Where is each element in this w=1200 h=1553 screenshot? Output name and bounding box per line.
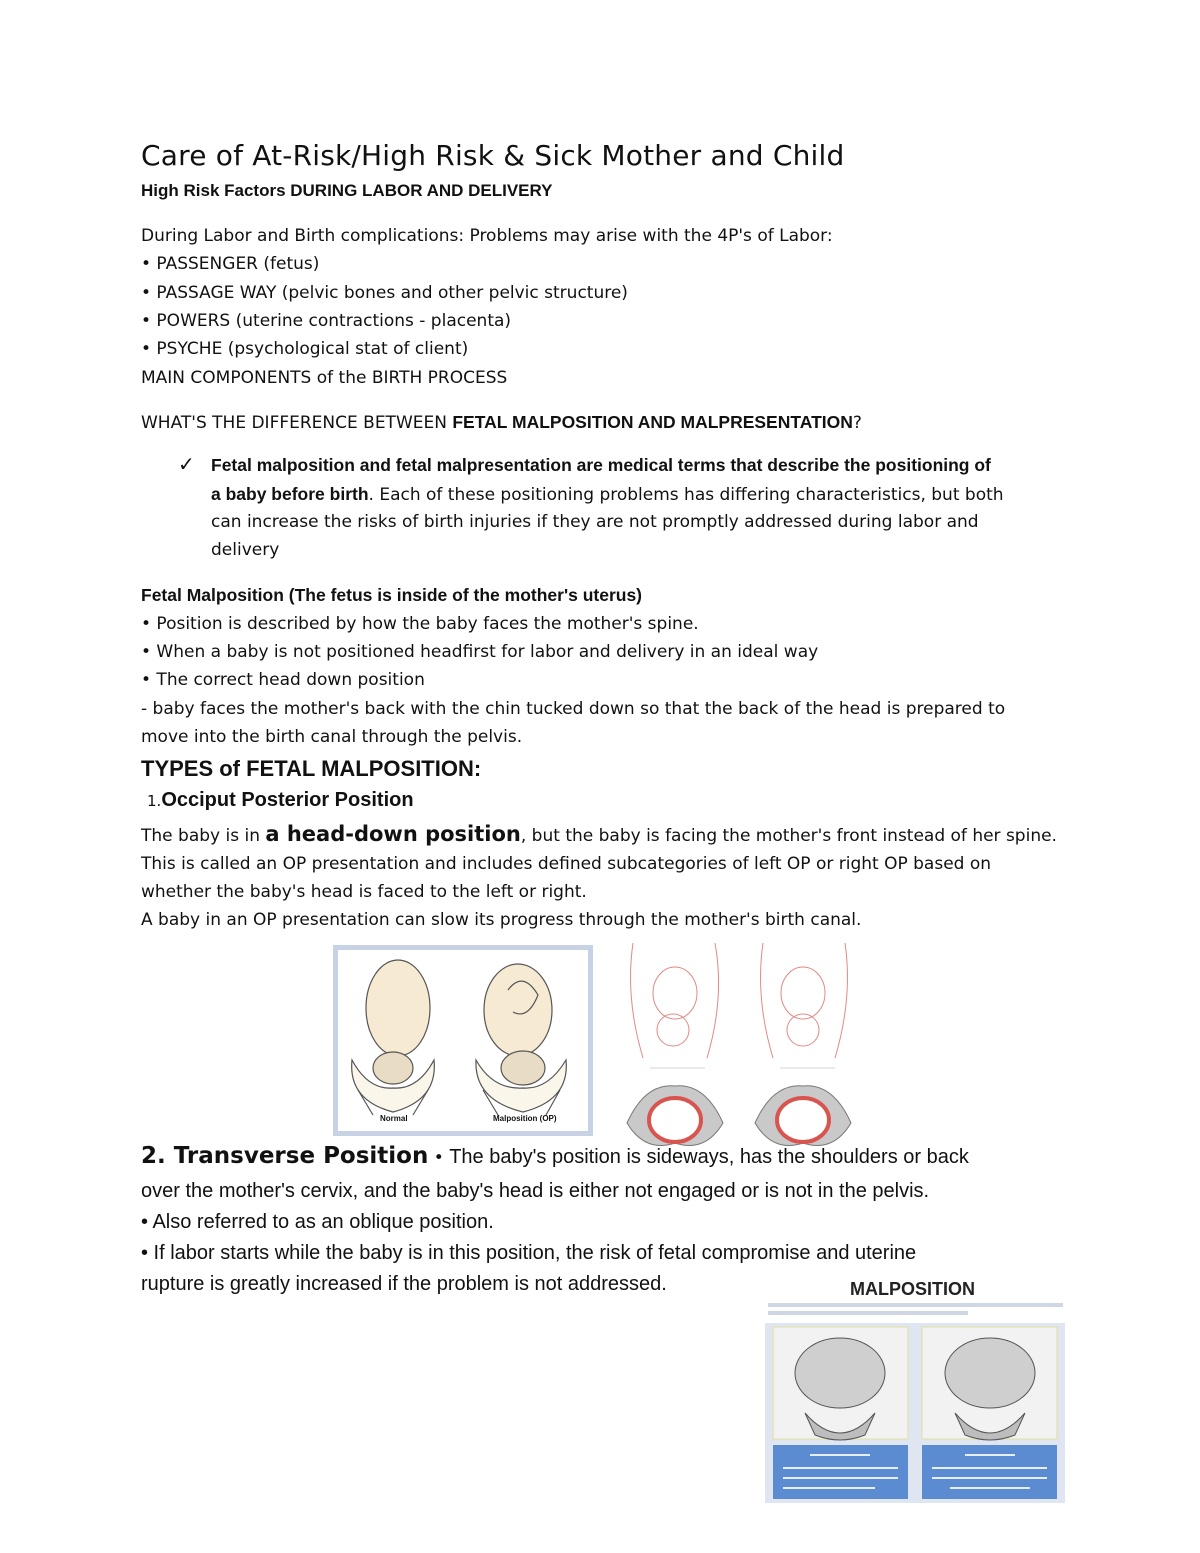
- list-item: • Position is described by how the baby faces the mother's spine.: [141, 614, 699, 634]
- op-line-4: A baby in an OP presentation can slow its progress through the mother's birth canal.: [141, 910, 862, 930]
- op-line-2: This is called an OP presentation and includes defined subcategories of left OP or right OP based on: [141, 854, 992, 874]
- figure-op-comparison: [333, 945, 593, 1136]
- list-item: move into the birth canal through the pelvis.: [141, 727, 523, 747]
- page-subtitle: High Risk Factors DURING LABOR AND DELIVERY: [141, 181, 553, 200]
- transverse-heading: 2. Transverse Position: [141, 1143, 429, 1169]
- list-item: • POWERS (uterine contractions - placenta): [141, 311, 512, 331]
- figure-label-normal: Normal: [380, 1114, 408, 1123]
- check-line-2-bold: a baby before birth: [211, 484, 369, 504]
- op-number: 1.: [147, 792, 162, 810]
- question-prefix: WHAT'S THE DIFFERENCE BETWEEN: [141, 413, 453, 433]
- question-suffix: ?: [852, 413, 862, 433]
- malposition-heading: Fetal Malposition (The fetus is inside of the mother's uterus): [141, 585, 643, 605]
- transverse-bullet: •: [428, 1148, 450, 1168]
- infographic-title: MALPOSITION: [850, 1279, 975, 1299]
- infographic-caption-bar: [768, 1303, 1063, 1307]
- check-icon: ✓: [178, 452, 195, 476]
- maternal-sketch-illustration: [615, 938, 855, 1158]
- transverse-line-2: over the mother's cervix, and the baby's head is either not engaged or is not in the pelvis.: [141, 1180, 930, 1202]
- transverse-line-5: rupture is greatly increased if the problem is not addressed.: [141, 1273, 667, 1295]
- figure-maternal-sketches: [615, 938, 855, 1158]
- op-heading-row: [147, 789, 414, 812]
- infographic-panel-bg: [765, 1323, 1065, 1503]
- check-line-3: can increase the risks of birth injuries if they are not promptly addressed during labor and: [211, 512, 979, 532]
- op-line-1-post: , but the baby is facing the mother's front instead of her spine.: [520, 826, 1057, 846]
- op-line-1-pre: The baby is in: [141, 826, 266, 846]
- list-item: • PASSENGER (fetus): [141, 254, 320, 274]
- infographic-illustration: [765, 1323, 1065, 1503]
- check-line-4: delivery: [211, 540, 280, 560]
- figure-label-malposition: Malposition (OP): [493, 1114, 557, 1123]
- list-item: • The correct head down position: [141, 670, 425, 690]
- op-line-1-bold: a head-down position: [265, 822, 521, 846]
- op-line-3: whether the baby's head is faced to the left or right.: [141, 882, 587, 902]
- check-line-2: [211, 484, 1004, 505]
- op-heading: Occiput Posterior Position: [161, 789, 414, 811]
- list-item: • PASSAGE WAY (pelvic bones and other pelvic structure): [141, 283, 628, 303]
- transverse-line-4: • If labor starts while the baby is in this position, the risk of fetal compromise and uterine: [141, 1242, 917, 1264]
- page-title: Care of At-Risk/High Risk & Sick Mother and Child: [141, 139, 845, 172]
- list-item: • When a baby is not positioned headfirst for labor and delivery in an ideal way: [141, 642, 819, 662]
- op-line-1: [141, 822, 1057, 846]
- types-heading: TYPES of FETAL MALPOSITION:: [141, 756, 482, 781]
- list-item: - baby faces the mother's back with the chin tucked down so that the back of the head is prepared to: [141, 699, 1006, 719]
- transverse-line-1-text: The baby's position is sideways, has the shoulders or back: [449, 1146, 969, 1168]
- check-line-2-rest: . Each of these positioning problems has differing characteristics, but both: [368, 485, 1004, 505]
- op-comparison-illustration: [338, 950, 588, 1131]
- transverse-line-3: • Also referred to as an oblique position.: [141, 1211, 494, 1233]
- transverse-line-1: [141, 1143, 969, 1169]
- main-components-text: MAIN COMPONENTS of the BIRTH PROCESS: [141, 368, 508, 388]
- check-line-1: Fetal malposition and fetal malpresentation are medical terms that describe the positioning of: [211, 455, 991, 475]
- question-bold: FETAL MALPOSITION AND MALPRESENTATION: [452, 412, 853, 432]
- question-line: [141, 412, 862, 433]
- infographic-caption-bar: [768, 1311, 968, 1315]
- figure-malposition-infographic: [760, 1275, 1070, 1510]
- intro-text: During Labor and Birth complications: Problems may arise with the 4P's of Labor:: [141, 226, 833, 246]
- list-item: • PSYCHE (psychological stat of client): [141, 339, 469, 359]
